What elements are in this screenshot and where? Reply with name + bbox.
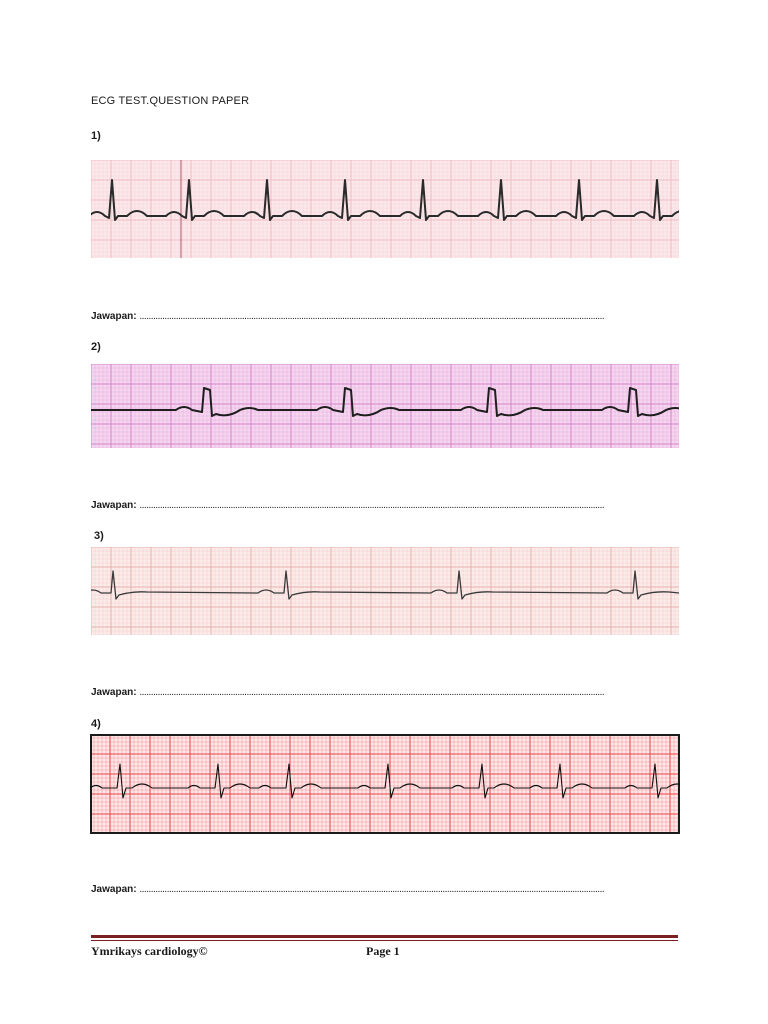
answer-label-4: Jawapan: bbox=[91, 884, 137, 895]
answer-label-2: Jawapan: bbox=[91, 500, 137, 511]
answer-line-3 bbox=[91, 687, 604, 698]
ecg-strip-4 bbox=[90, 734, 680, 834]
ecg-strip-2 bbox=[91, 364, 679, 448]
answer-dots-2: ............................................................................................................................................................................................................ bbox=[139, 500, 605, 511]
question-4-number: 4) bbox=[91, 718, 101, 730]
question-2-number: 2) bbox=[91, 341, 101, 353]
answer-label-1: Jawapan: bbox=[91, 311, 137, 322]
footer-rule-thick bbox=[91, 935, 678, 938]
footer-copyright: Ymrikays cardiology© bbox=[91, 944, 208, 958]
ecg-strip-3 bbox=[91, 547, 679, 635]
page-title: ECG TEST.QUESTION PAPER bbox=[91, 95, 250, 107]
ecg-strip-4-graphic bbox=[90, 734, 680, 834]
answer-dots-3: ............................................................................................................................................................................................................ bbox=[139, 687, 605, 698]
answer-dots-1: ............................................................................................................................................................................................................ bbox=[139, 311, 605, 322]
ecg-strip-1-graphic bbox=[91, 160, 679, 258]
answer-line-4 bbox=[91, 884, 604, 895]
footer-rule-thin bbox=[91, 940, 678, 941]
answer-line-1 bbox=[91, 311, 604, 322]
ecg-strip-1 bbox=[91, 160, 679, 258]
question-1-number: 1) bbox=[91, 130, 101, 142]
question-3-number: 3) bbox=[94, 530, 104, 542]
ecg-strip-2-graphic bbox=[91, 364, 679, 448]
answer-label-3: Jawapan: bbox=[91, 687, 137, 698]
answer-line-2 bbox=[91, 500, 604, 511]
ecg-strip-3-graphic bbox=[91, 547, 679, 635]
answer-dots-4: ............................................................................................................................................................................................................ bbox=[139, 884, 605, 895]
footer-page-number: Page 1 bbox=[366, 944, 400, 958]
